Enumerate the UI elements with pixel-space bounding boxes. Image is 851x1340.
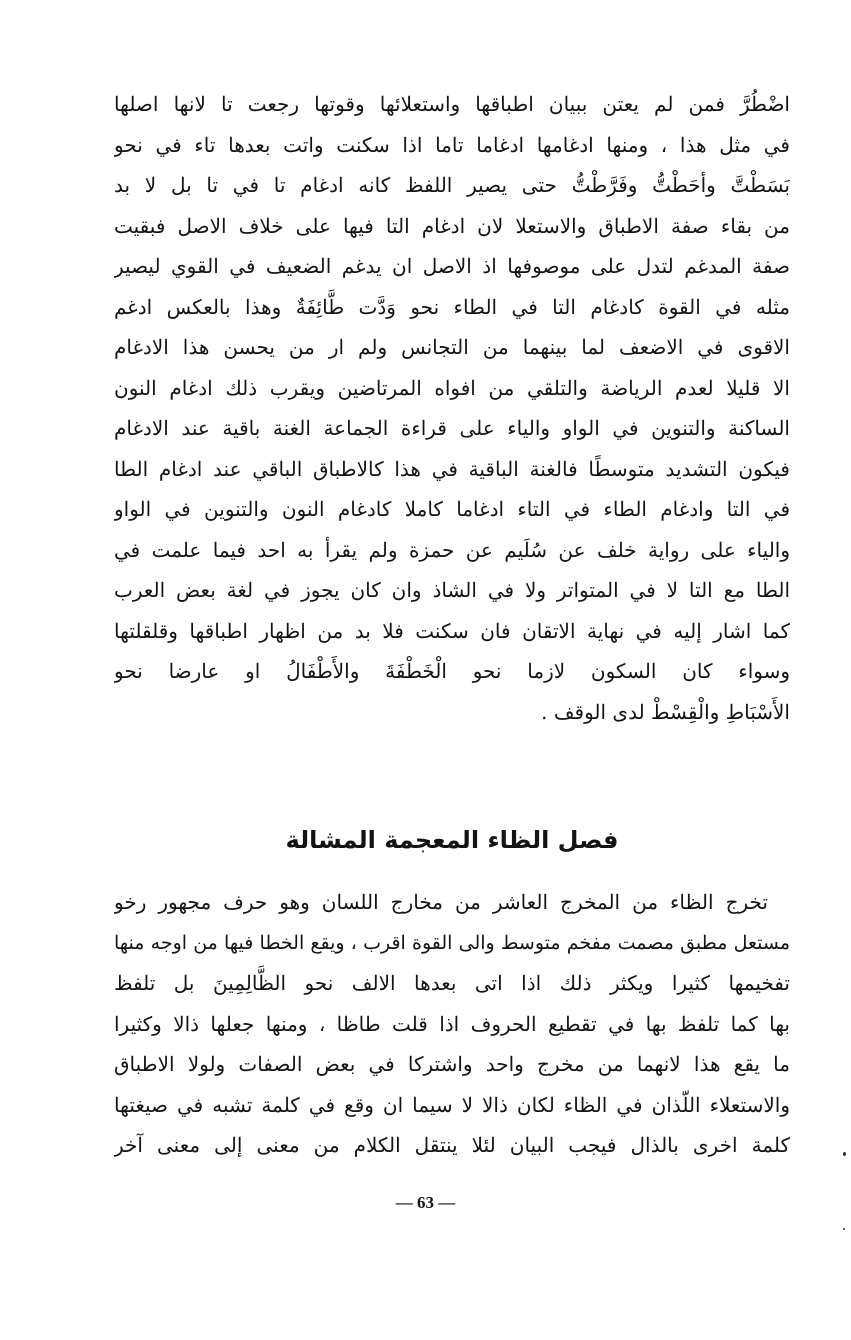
text-line: تفخيمها كثيرا ويكثر ذلك اذا اتى بعدها الالف نحو الظَّالِمِينَ بل تلفظ bbox=[114, 971, 790, 995]
text-line: ما يقع هذا لانهما من مخرج واحد واشتركا في بعض الصفات ولولا الاطباق bbox=[114, 1052, 790, 1076]
text-line: مستعل مطبق مصمت مفخم متوسط والى القوة اقرب ، ويقع الخطا فيها من اوجه منها bbox=[114, 931, 790, 954]
text-line: الاقوى في الاضعف لما بينهما من التجانس ولم ار من يحسن هذا الادغام bbox=[114, 335, 790, 359]
section-heading: فصل الظاء المعجمة المشالة bbox=[285, 826, 619, 854]
scan-speck bbox=[843, 1152, 846, 1156]
text-line: بها كما تلفظ بها في تقطيع الحروف اذا قلت طاظا ، ومنها جعلها ذالا وكثيرا bbox=[114, 1011, 790, 1036]
text-line: كلمة اخرى بالذال فيجب البيان لئلا ينتقل الكلام من معنى إلى معنى آخر bbox=[114, 1133, 790, 1157]
text-line: الطا مع التا لا في المتواتر ولا في الشاذ وان كان يجوز في لغة بعض العرب bbox=[114, 578, 790, 602]
scan-speck bbox=[843, 1228, 845, 1230]
text-line: في مثل هذا ، ومنها ادغامها ادغاما تاما اذا سكنت واتت بعدها تاء في نحو bbox=[114, 132, 790, 157]
text-line: اضْطُرَّ فمن لم يعتن ببيان اطباقها واستعلائها وقوتها رجعت تا لانها اصلها bbox=[114, 92, 790, 116]
text-line: صفة المدغم لتدل على موصوفها اذ الاصل ان يدغم الضعيف في القوي ليصير bbox=[114, 254, 790, 278]
text-line: من بقاء صفة الاطباق والاستعلا لان ادغام التا فيها على خلاف الاصل فبقيت bbox=[114, 213, 790, 238]
paragraph-main bbox=[114, 84, 790, 732]
text-line: فيكون التشديد متوسطًا فالغنة الباقية في هذا كالاطباق الباقي عند ادغام الطا bbox=[114, 456, 790, 481]
text-line: الأَسْبَاطِ والْقِسْطْ لدى الوقف . bbox=[541, 699, 790, 724]
text-line: الا قليلا لعدم الرياضة والتلقي من افواه المرتاضين ويقرب ذلك ادغام النون bbox=[114, 375, 790, 400]
text-line: والاستعلاء اللّذان في الظاء لكان ذالا لا سيما ان وقع في كلمة تشبه في صيغتها bbox=[114, 1092, 790, 1117]
text-line: في التا وادغام الطاء في التاء ادغاما كاملا كادغام النون والتنوين في الواو bbox=[114, 497, 790, 521]
text-line: مثله في القوة كادغام التا في الطاء نحو وَدَّت طَّائِفَةٌ وهذا بالعكس ادغم bbox=[114, 294, 790, 319]
text-line: والياء على رواية خلف عن سُلَيم عن حمزة ولم يقرأ به احد فيما علمت في bbox=[114, 537, 790, 562]
text-line: تخرج الظاء من المخرج العاشر من مخارج اللسان وهو حرف مجهور رخو bbox=[114, 890, 768, 914]
paragraph-section bbox=[114, 882, 790, 1166]
text-line: وسواء كان السكون لازما نحو الْخَطْفَةَ والأَطْفَالُ او عارضا نحو bbox=[114, 659, 790, 683]
text-line: بَسَطْتَّ وأحَطْتُّ وفَرَّطْتُّ حتى يصير اللفظ كانه ادغام تا في تا بل لا بد bbox=[114, 173, 790, 197]
page-number: — 63 — bbox=[395, 1193, 456, 1212]
text-line: كما اشار إليه في نهاية الاتقان فان سكنت فلا بد من اظهار اطباقها وقلقلتها bbox=[114, 618, 790, 643]
text-line: الساكنة والتنوين في الواو والياء على قراءة الجماعة الغنة باقية عند الادغام bbox=[114, 416, 790, 440]
